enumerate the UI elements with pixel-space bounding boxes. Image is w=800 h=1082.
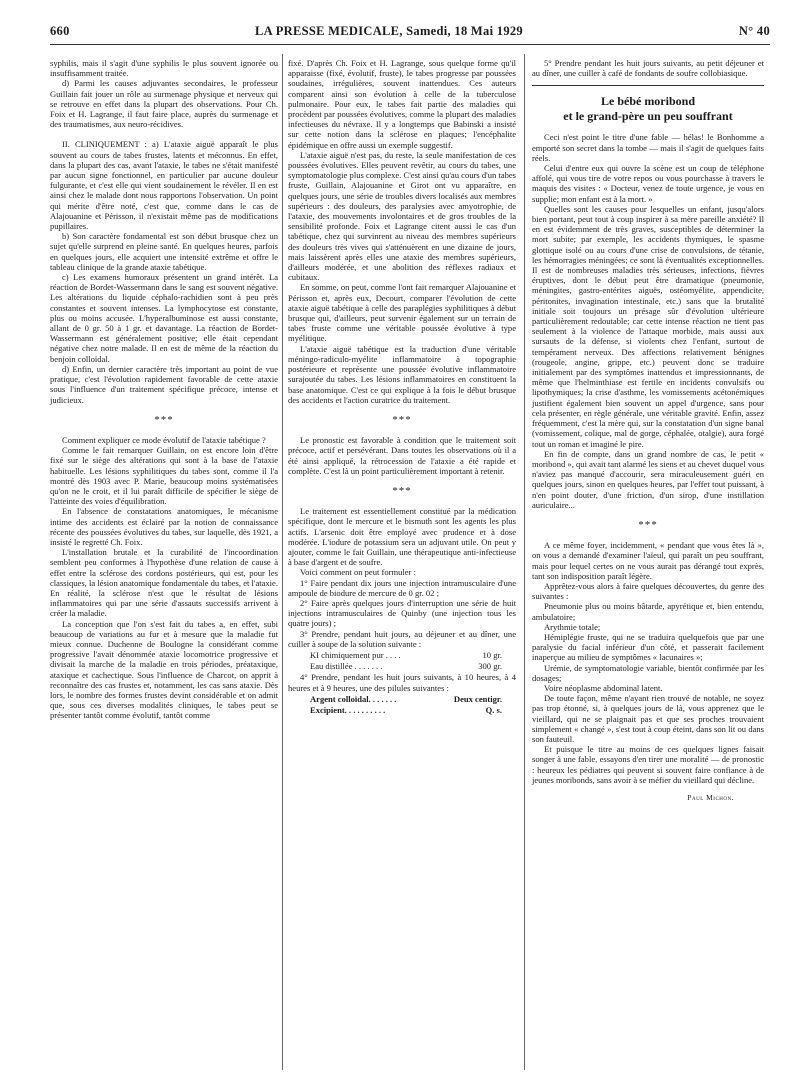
section-rule: [532, 85, 764, 86]
page-header: [50, 24, 770, 45]
paragraph: 5° Prendre pendant les huit jours suivants, au petit déjeuner et au dîner, une cuiller à café de fondants de soufre collobiasique.: [532, 58, 764, 79]
section-separator: ***: [154, 413, 174, 426]
paragraph: d) Parmi les causes adjuvantes secondaires, le professeur Guillain fait jouer un rôle au surmenage physique et nerveux qui se retrouve en effet dans la plupart des observations. Pour Ch. Foix et H. Lagrange, il faut faire place, auprès du surmenage et des traumatismes, aux neuro-récidives.: [50, 78, 278, 130]
formula-item: Argent colloïdal. . . . . . .: [310, 693, 397, 704]
paragraph: Quelles sont les causes pour lesquelles un enfant, jusqu'alors bien portant, peut tout à coup inspirer à sa mère pareille anxiété? Il en est évidemment de très graves, susceptibles de déterminer la mort subite; par exemple, les accidents thymiques, le spasme glottique isolé ou au cours d'une crise de convulsions, de tétanie, les hémorragies méningées; ce sont là éventualités exceptionnelles. Il est de nombreuses maladies très sérieuses, infections, fièvres éruptives, dont le début peut être dramatique (pneumonie, méningites, gastro-entérites aiguës, ostéomyélite, appendicite, péritonites, invagination intestinale, etc.) sans que la brutalité initiale soit toujours un présage sûr d'évolution ultérieure particulièrement redoutable; car cette intense réaction ne tient pas seulement à la violence de l'attaque morbide, mais aussi aux sursauts de la défense, si violents chez l'enfant, surtout de tempérament nerveux. Des affections relativement bénignes (rougeole, angine, grippe, etc.) peuvent donc se traduire initialement par des symptômes inattendus et impressionnants, de même que l'helminthiase est fertile en incidents convulsifs ou lipothymiques; la crise d'asthme, les vomissements acétonémiques justifient également bien souvent un appel d'urgence, sans pour cela présenter, en règle générale, une véritable gravité. Enfin, assez fréquemment, c'est la mère qui, sur la constatation d'un signe banal (vomissement, colique, mal de gorge, céphalée, otalgie), aura forgé tout un roman et imaginé le pire.: [532, 203, 764, 449]
article-title-line: Le bébé moribond: [600, 94, 695, 109]
paragraph: L'ataxie aiguë n'est pas, du reste, la seule manifestation de ces poussées évolutives. Elles peuvent revêtir, au cours du tabes, une symptomatologie plus complexe. C'est ainsi qu'au cours d'un tabes fruste, Guillain, Alajouanine et Girot ont vu apparaître, en quelques jours, une série de troubles divers localisés aux membres supérieurs : des douleurs, des paralysies avec amyotrophie, de l'ataxie, des mouvements involontaires et de gros troubles de la sensibilité profonde. Foix et Lagrange citent aussi le cas d'un tabétique, chez qui survinrent au niveau des membres supérieurs des douleurs très vives qui s'atténuèrent en une dizaine de jours, mais laissèrent après elles une ataxie des membres supérieurs, d'ailleurs modérée, et une abolition des réflexes radiaux et cubitaux.: [288, 149, 516, 283]
paragraph: Celui d'entre eux qui ouvre la scène est un coup de téléphone affolé, qui vous tire de votre repos ou vous pourchasse à travers le maquis des visites : « Docteur, venez de toute urgence, je vous en supplie; mon enfant est à la mort. »: [532, 163, 764, 204]
page-number: 660: [50, 24, 70, 38]
issue-number: N° 40: [738, 24, 770, 38]
paragraph: 1° Faire pendant dix jours une injection intramusculaire d'une ampoule de biodure de mercure de 0 gr. 02 ;: [288, 577, 516, 598]
paragraph: En fin de compte, dans un grand nombre de cas, le petit « moribond », qui avait tant alarmé les siens et au chevet duquel vous n'aviez pas manqué d'accourir, sera miraculeusement guéri en quelques jours, sinon en quelques heures, par l'effet tout puissant, à n'en point douter, d'une friction, d'un sirop, d'une instillation auriculaire...: [532, 448, 764, 510]
journal-title: LA PRESSE MEDICALE, Samedi, 18 Mai 1929: [255, 24, 523, 38]
section-separator: ***: [392, 484, 412, 497]
paragraph: c) Les examens humoraux présentent un grand intérêt. La réaction de Bordet-Wassermann dans le sang est souvent négative. Les altérations du liquide céphalo-rachidien sont à peu près constantes et souvent intenses. La lymphocytose est constante, plus ou moins accusée. L'hyperalbuminose est aussi constante, allant de 0 gr. 50 à 1 gr. et davantage. La réaction de Bordet-Wassermann est généralement positive; elle était cependant négative chez notre malade. Il en est de même de la réaction du benjoin colloïdal.: [50, 272, 278, 364]
formula-item: Eau distillée . . . . . . .: [310, 661, 383, 672]
column-divider: [282, 54, 283, 1070]
paragraph: Urémie, de symptomatologie variable, bientôt confirmée par les dosages;: [532, 662, 764, 683]
column-right: [532, 58, 764, 803]
author-signature: Paul Michon.: [687, 793, 734, 802]
column-divider: [524, 54, 525, 1070]
formula-line: [288, 661, 516, 671]
paragraph: 3° Prendre, pendant huit jours, au déjeuner et au dîner, une cuiller à soupe de la solution suivante :: [288, 628, 516, 649]
section-separator: ***: [638, 518, 658, 531]
paragraph: 2° Faire après quelques jours d'interruption une série de huit injections intramusculaires de Quinby (une injection tous les quatre jours) ;: [288, 597, 516, 629]
paragraph: De toute façon, même n'ayant rien trouvé de notable, ne soyez pas trop étonné, si, à quelques jours de là, vous apprenez que le vieillard, qui ne se plaignait pas et que ses proches trouvaient simplement « changé », s'est tout à coup éteint, dans son lit ou dans son fauteuil.: [532, 693, 764, 744]
formula-qty: 300 gr.: [478, 661, 502, 672]
paragraph: Hémiplégie fruste, qui ne se traduira quelquefois que par une paralysie du facial inférieur d'un côté, et passerait facilement inaperçue au milieu de symptômes « lacunaires »;: [532, 631, 764, 663]
paragraph: A ce même foyer, incidemment, « pendant que vous êtes là », on vous a demandé d'examiner l'aïeul, qui paraît un peu souffrant, mais pour lequel certes on ne vous aurait pas dérangé tout exprès, tant son indisposition paraît légère.: [532, 540, 764, 581]
paragraph: d) Enfin, un dernier caractère très important au point de vue pratique, c'est l'évolution rapidement favorable de cette ataxie sous l'influence d'un traitement spécifique précoce, intense et judicieux.: [50, 363, 278, 405]
formula-line: [288, 650, 516, 660]
paragraph: Voire néoplasme abdominal latent.: [544, 682, 663, 693]
paragraph: Apprêtez-vous alors à faire quelques découvertes, du genre des suivantes :: [532, 580, 764, 602]
section-separator: ***: [392, 413, 412, 426]
paragraph: Le traitement est essentiellement constitué par la médication spécifique, dont le mercure et le bismuth sont les agents les plus actifs. L'arsenic doit être employé avec prudence et à dose modérée. L'iodure de potassium sera un adjuvant utile. On peut y ajouter, comme le fait Guillain, une thérapeutique anti-infectieuse à base d'argent et de soufre.: [288, 506, 516, 568]
paragraph: Comme le fait remarquer Guillain, on est encore loin d'être fixé sur le siège des altérations qui sont à la base de l'ataxie habituelle. Les lésions syphilitiques du tabes sont, comme il l'a montré dès 1903 avec P. Marie, beaucoup moins systématisées qu'on ne le croit, et il lui paraît difficile de spécifier le siège de l'atteinte des voies d'équilibration.: [50, 445, 278, 507]
paragraph: Et puisque le titre au moins de ces quelques lignes faisait songer à une fable, essayons d'en tirer une moralité — de pronostic : heureux les pédiatres qui peuvent si souvent faire confiance à de jeunes moribonds, sans avoir à se méfier du vieillard qui décline.: [532, 744, 764, 785]
paragraph: II. CLINIQUEMENT : a) L'ataxie aiguë apparaît le plus souvent au cours de tabes frustes, latents et méconnus. En effet, dans la plupart des cas, avant l'ataxie, le tabes ne s'était manifesté par aucun signe fonctionnel, en particulier par aucune douleur fulgurante, et c'est elle qui vient soudainement le révéler. Il en est ainsi chez le malade dont nous rapportons l'observation. Un point qui mérite d'être noté, c'est que, comme dans le cas de Alajouanine et Périsson, il n'existait même pas de modifications pupillaires.: [50, 139, 278, 232]
article-title-line: et le grand-père un peu souffrant: [563, 109, 733, 124]
paragraph: b) Son caractère fondamental est son début brusque chez un sujet qu'elle surprend en pleine santé. En quelques heures, parfois en quelques jours, elle acquiert une intensité extrême et offre le tableau clinique de la grande ataxie tabétique.: [50, 231, 278, 272]
paragraph: En somme, on peut, comme l'ont fait remarquer Alajouanine et Périsson et, après eux, Decourt, comparer l'évolution de cette ataxie aiguë tabétique à celle des paraplégies syphilitiques à début brusque qui, d'ailleurs, peut survenir également sur un terrain de tabes fruste comme une véritable poussée évolutive à type myélitique.: [288, 282, 516, 344]
paragraph: 4° Prendre, pendant les huit jours suivants, à 10 heures, à 4 heures et à 9 heures, une des pilules suivantes :: [288, 672, 516, 693]
column-left: [50, 58, 278, 721]
paragraph: Ceci n'est point le titre d'une fable — hélas! le Bonhomme a emporté son secret dans la tombe — mais il s'agit de quelques faits réels.: [532, 132, 764, 163]
formula-qty: Deux centigr.: [453, 693, 502, 704]
paragraph: Comment expliquer ce mode évolutif de l'ataxie tabétique ?: [62, 434, 266, 445]
formula-qty: Q. s.: [485, 704, 502, 715]
paragraph: L'ataxie aiguë tabétique est la traduction d'une véritable méningo-radiculo-myélite inflammatoire à topographie postérieure et représente une poussée évolutive inflammatoire surajoutée du tabes. Les lésions inflammatoires en constituent la base anatomique. C'est ce qui explique à la fois le début brusque des accidents et l'action curatrice du traitement.: [288, 343, 516, 405]
paragraph: L'installation brutale et la curabilité de l'incoordination semblent peu conformes à l'hypothèse d'une relation de cause à effet entre la sclérose des cordons postérieurs, qui est, pour les classiques, la lésion anatomique fondamentale du tabes, et l'ataxie. En réalité, la sclérose n'est que le résultat de lésions inflammatoires qui par une série d'assauts successifs arrivent à créer la maladie.: [50, 547, 278, 619]
formula-qty: 10 gr.: [482, 649, 502, 660]
formula-line: [288, 694, 516, 704]
formula-line: [288, 705, 516, 715]
paragraph: fixé. D'après Ch. Foix et H. Lagrange, sous quelque forme qu'il apparaisse (fixé, évolutif, fruste), le tabes progresse par poussées soudaines, irrégulières, souvent inattendues. Ces auteurs comparent ainsi son évolution à celle de la tuberculose pulmonaire. Pour eux, le tabes fait partie des maladies qui procèdent par poussées évolutives, comme la plupart des maladies infectieuses du névraxe. Il y a longtemps que Babinski a insisté sur cette notion dans la sclérose en plaques; l'encéphalite épidémique en offre aussi un exemple suggestif.: [288, 58, 516, 150]
paragraph: Voici comment on peut formuler :: [300, 567, 416, 578]
article-title: [532, 94, 764, 124]
paragraph: La conception que l'on s'est fait du tabes a, en effet, subi beaucoup de variations au fur et à mesure que la maladie fut mieux connue. Duchenne de Boulogne la considérant comme progressive l'avait dénommée ataxie locomotrice progressive et divisait la marche de la maladie en trois périodes, préataxique, ataxique et cachectique. Sous l'influence de Charcot, on apprit à reconnaître des cas frustes et, notamment, les cas sans ataxie. Dès lors, le nombre des formes frustes devint considérable et on admit que, sous ces diverses modalités cliniques, le tabes peut se présenter tantôt comme évolutif, tantôt comme: [50, 618, 278, 721]
paragraph: En l'absence de constatations anatomiques, le mécanisme intime des accidents est éclairé par la notion de connaissance récente des poussées évolutives du tabes, sur laquelle, dès 1921, a insisté le regretté Ch. Foix.: [50, 506, 278, 547]
formula-item: Excipient. . . . . . . . . .: [310, 704, 386, 715]
paragraph: Pneumonie plus ou moins bâtarde, apyrétique et, bien entendu, ambulatoire;: [532, 601, 764, 622]
formula-item: KI chimiquement pur . . . .: [310, 649, 401, 660]
column-middle: [288, 58, 516, 716]
paragraph: Arythmie totale;: [544, 621, 601, 632]
paragraph: syphilis, mais il s'agit d'une syphilis le plus souvent ignorée ou insuffisamment traitée.: [50, 58, 278, 79]
paragraph: Le pronostic est favorable à condition que le traitement soit précoce, actif et persévérant. Dans toutes les observations où il a été ainsi appliqué, la rétrocession de l'ataxie a été rapide et complète. C'est là un point particulièrement important à retenir.: [288, 435, 516, 476]
